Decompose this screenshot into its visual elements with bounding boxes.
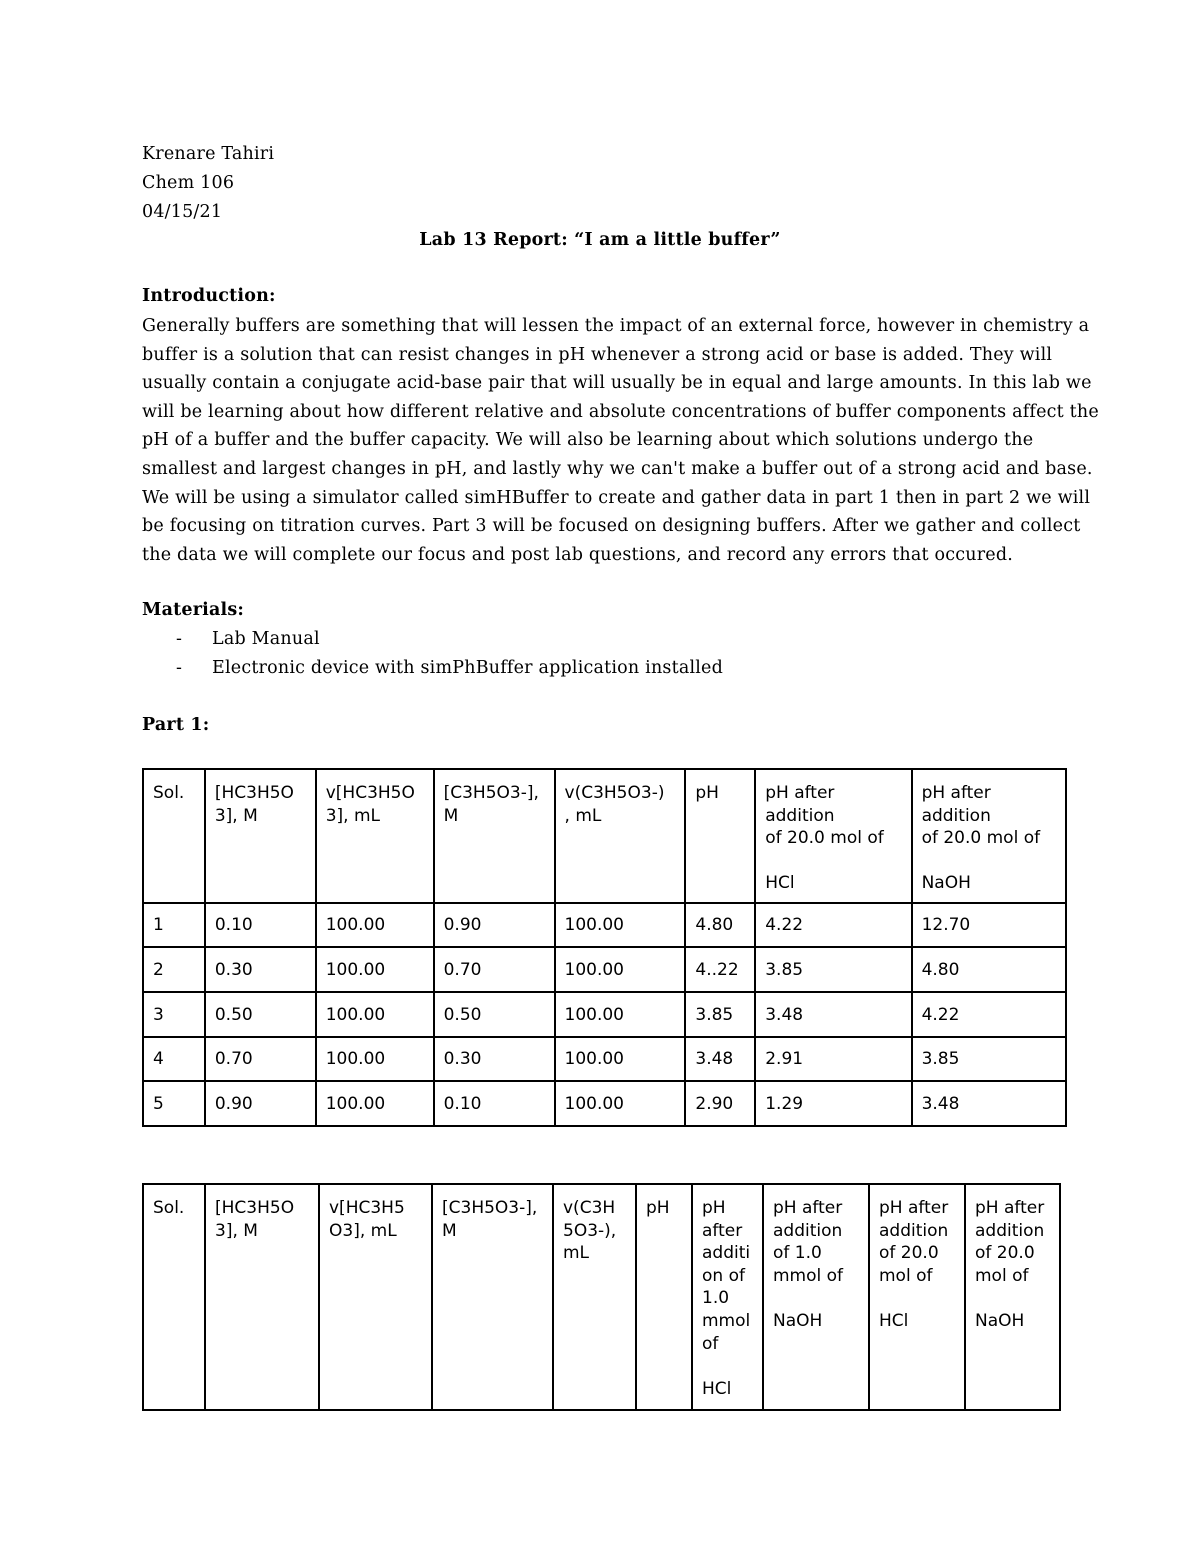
table-cell: 2 — [143, 947, 205, 992]
header-cell — [763, 1184, 869, 1410]
table-cell: 100.00 — [555, 1037, 686, 1081]
table-cell: 12.70 — [912, 903, 1066, 947]
header-cell — [869, 1184, 965, 1410]
bullet-dash: - — [176, 629, 183, 649]
header-cell — [316, 769, 434, 903]
table-cell: 0.70 — [205, 1037, 316, 1081]
header-text: pH — [695, 783, 719, 803]
bullet-dash: - — [176, 658, 183, 678]
table-cell: 100.00 — [555, 947, 686, 992]
table-cell: 100.00 — [555, 903, 686, 947]
header-cell — [553, 1184, 636, 1410]
author-name: Krenare Tahiri — [142, 144, 275, 164]
header-text: Sol. — [153, 783, 185, 803]
intro-line: will be learning about how different relative and absolute concentrations of buffer components affect the — [142, 401, 1099, 422]
header-cell — [434, 769, 555, 903]
header-cell — [912, 769, 1066, 903]
table-header-row — [143, 1184, 1060, 1410]
header-text: pH after addition of 1.0 mmol of NaOH — [773, 1198, 844, 1331]
table-cell: 3.85 — [912, 1037, 1066, 1081]
header-cell — [319, 1184, 432, 1410]
header-text: pH after addition of 20.0 mol of NaOH — [921, 783, 1041, 894]
intro-line: pH of a buffer and the buffer capacity. We will also be learning about which solutions undergo the — [142, 430, 1034, 451]
table-cell: 0.70 — [434, 947, 555, 992]
table-cell: 3.85 — [685, 992, 755, 1037]
table-cell: 100.00 — [316, 947, 434, 992]
table-cell: 0.30 — [434, 1037, 555, 1081]
header-text: v[HC3H5 O3], mL — [329, 1198, 405, 1241]
table-cell: 0.30 — [205, 947, 316, 992]
header-cell — [205, 1184, 319, 1410]
table-cell: 4..22 — [685, 947, 755, 992]
header-cell — [685, 769, 755, 903]
intro-line: We will be using a simulator called simHBuffer to create and gather data in part 1 then in part 2 we will — [142, 487, 1091, 508]
table-cell: 4.22 — [755, 903, 911, 947]
materials-item: Electronic device with simPhBuffer application installed — [212, 658, 724, 678]
intro-line: Generally buffers are something that will lessen the impact of an external force, however in chemistry a — [142, 316, 1090, 336]
materials-item: Lab Manual — [212, 629, 320, 649]
table-cell: 100.00 — [316, 992, 434, 1037]
table-cell: 100.00 — [316, 1081, 434, 1126]
report-date: 04/15/21 — [142, 202, 223, 222]
header-text: v(C3H 5O3-), mL — [563, 1198, 617, 1264]
header-text: pH after addition of 20.0 mol of HCl — [765, 783, 884, 894]
report-title-text: Lab 13 Report: “I am a little buffer” — [419, 230, 781, 250]
header-cell — [143, 769, 205, 903]
materials-heading: Materials: — [142, 600, 245, 620]
header-cell — [205, 769, 316, 903]
table-row — [143, 903, 1066, 947]
table-cell: 4.22 — [912, 992, 1066, 1037]
header-text: pH after additi on of 1.0 mmol of HCl — [702, 1198, 751, 1399]
table-cell: 0.90 — [434, 903, 555, 947]
table-row — [143, 992, 1066, 1037]
part1-table-1 — [142, 768, 1067, 1127]
header-cell — [143, 1184, 205, 1410]
table-cell: 3.85 — [755, 947, 911, 992]
header-cell — [636, 1184, 692, 1410]
table-cell: 4.80 — [912, 947, 1066, 992]
header-cell — [692, 1184, 763, 1410]
header-cell — [755, 769, 911, 903]
header-text: pH after addition of 20.0 mol of HCl — [879, 1198, 949, 1331]
part1-heading: Part 1: — [142, 715, 210, 735]
intro-line: be focusing on titration curves. Part 3 will be focused on designing buffers. After we gather and collect — [142, 516, 1081, 537]
table-cell: 3.48 — [685, 1037, 755, 1081]
table-cell: 5 — [143, 1081, 205, 1126]
part1-table-2 — [142, 1183, 1061, 1411]
header-text: v(C3H5O3-) , mL — [564, 783, 665, 826]
header-cell — [555, 769, 686, 903]
table-cell: 100.00 — [555, 1081, 686, 1126]
intro-line: the data we will complete our focus and post lab questions, and record any errors that occured. — [142, 544, 1014, 565]
header-text: v[HC3H5O 3], mL — [325, 783, 415, 826]
table-cell: 4.80 — [685, 903, 755, 947]
table-cell: 2.90 — [685, 1081, 755, 1126]
header-text: [C3H5O3-], M — [442, 1198, 538, 1241]
table-row — [143, 947, 1066, 992]
header-text: [HC3H5O 3], M — [214, 783, 294, 826]
header-text: pH after addition of 20.0 mol of NaOH — [975, 1198, 1045, 1331]
table-row — [143, 1037, 1066, 1081]
introduction-paragraph — [142, 312, 1099, 569]
introduction-heading: Introduction: — [142, 286, 276, 306]
intro-line: usually contain a conjugate acid-base pair that will usually be in equal and large amounts. In this lab we — [142, 373, 1092, 394]
table-cell: 100.00 — [316, 903, 434, 947]
table-cell: 0.50 — [434, 992, 555, 1037]
table-cell: 3.48 — [755, 992, 911, 1037]
table-cell: 4 — [143, 1037, 205, 1081]
table-header-row — [143, 769, 1066, 903]
course-name: Chem 106 — [142, 173, 235, 193]
table-cell: 3.48 — [912, 1081, 1066, 1126]
table-cell: 0.10 — [205, 903, 316, 947]
header-cell — [965, 1184, 1060, 1410]
table-cell: 0.50 — [205, 992, 316, 1037]
header-cell — [432, 1184, 553, 1410]
table-cell: 0.90 — [205, 1081, 316, 1126]
table-cell: 100.00 — [316, 1037, 434, 1081]
table-cell: 3 — [143, 992, 205, 1037]
intro-line: buffer is a solution that can resist changes in pH whenever a strong acid or base is added. They will — [142, 344, 1053, 365]
header-text: [C3H5O3-], M — [443, 783, 539, 826]
header-text: pH — [646, 1198, 670, 1218]
table-cell: 1 — [143, 903, 205, 947]
table-cell: 2.91 — [755, 1037, 911, 1081]
table-cell: 1.29 — [755, 1081, 911, 1126]
intro-line: smallest and largest changes in pH, and lastly why we can't make a buffer out of a strong acid and base. — [142, 458, 1093, 479]
header-text: Sol. — [153, 1198, 185, 1218]
header-text: [HC3H5O 3], M — [215, 1198, 295, 1241]
table-row — [143, 1081, 1066, 1126]
table-cell: 100.00 — [555, 992, 686, 1037]
table-cell: 0.10 — [434, 1081, 555, 1126]
report-title — [0, 230, 1200, 250]
